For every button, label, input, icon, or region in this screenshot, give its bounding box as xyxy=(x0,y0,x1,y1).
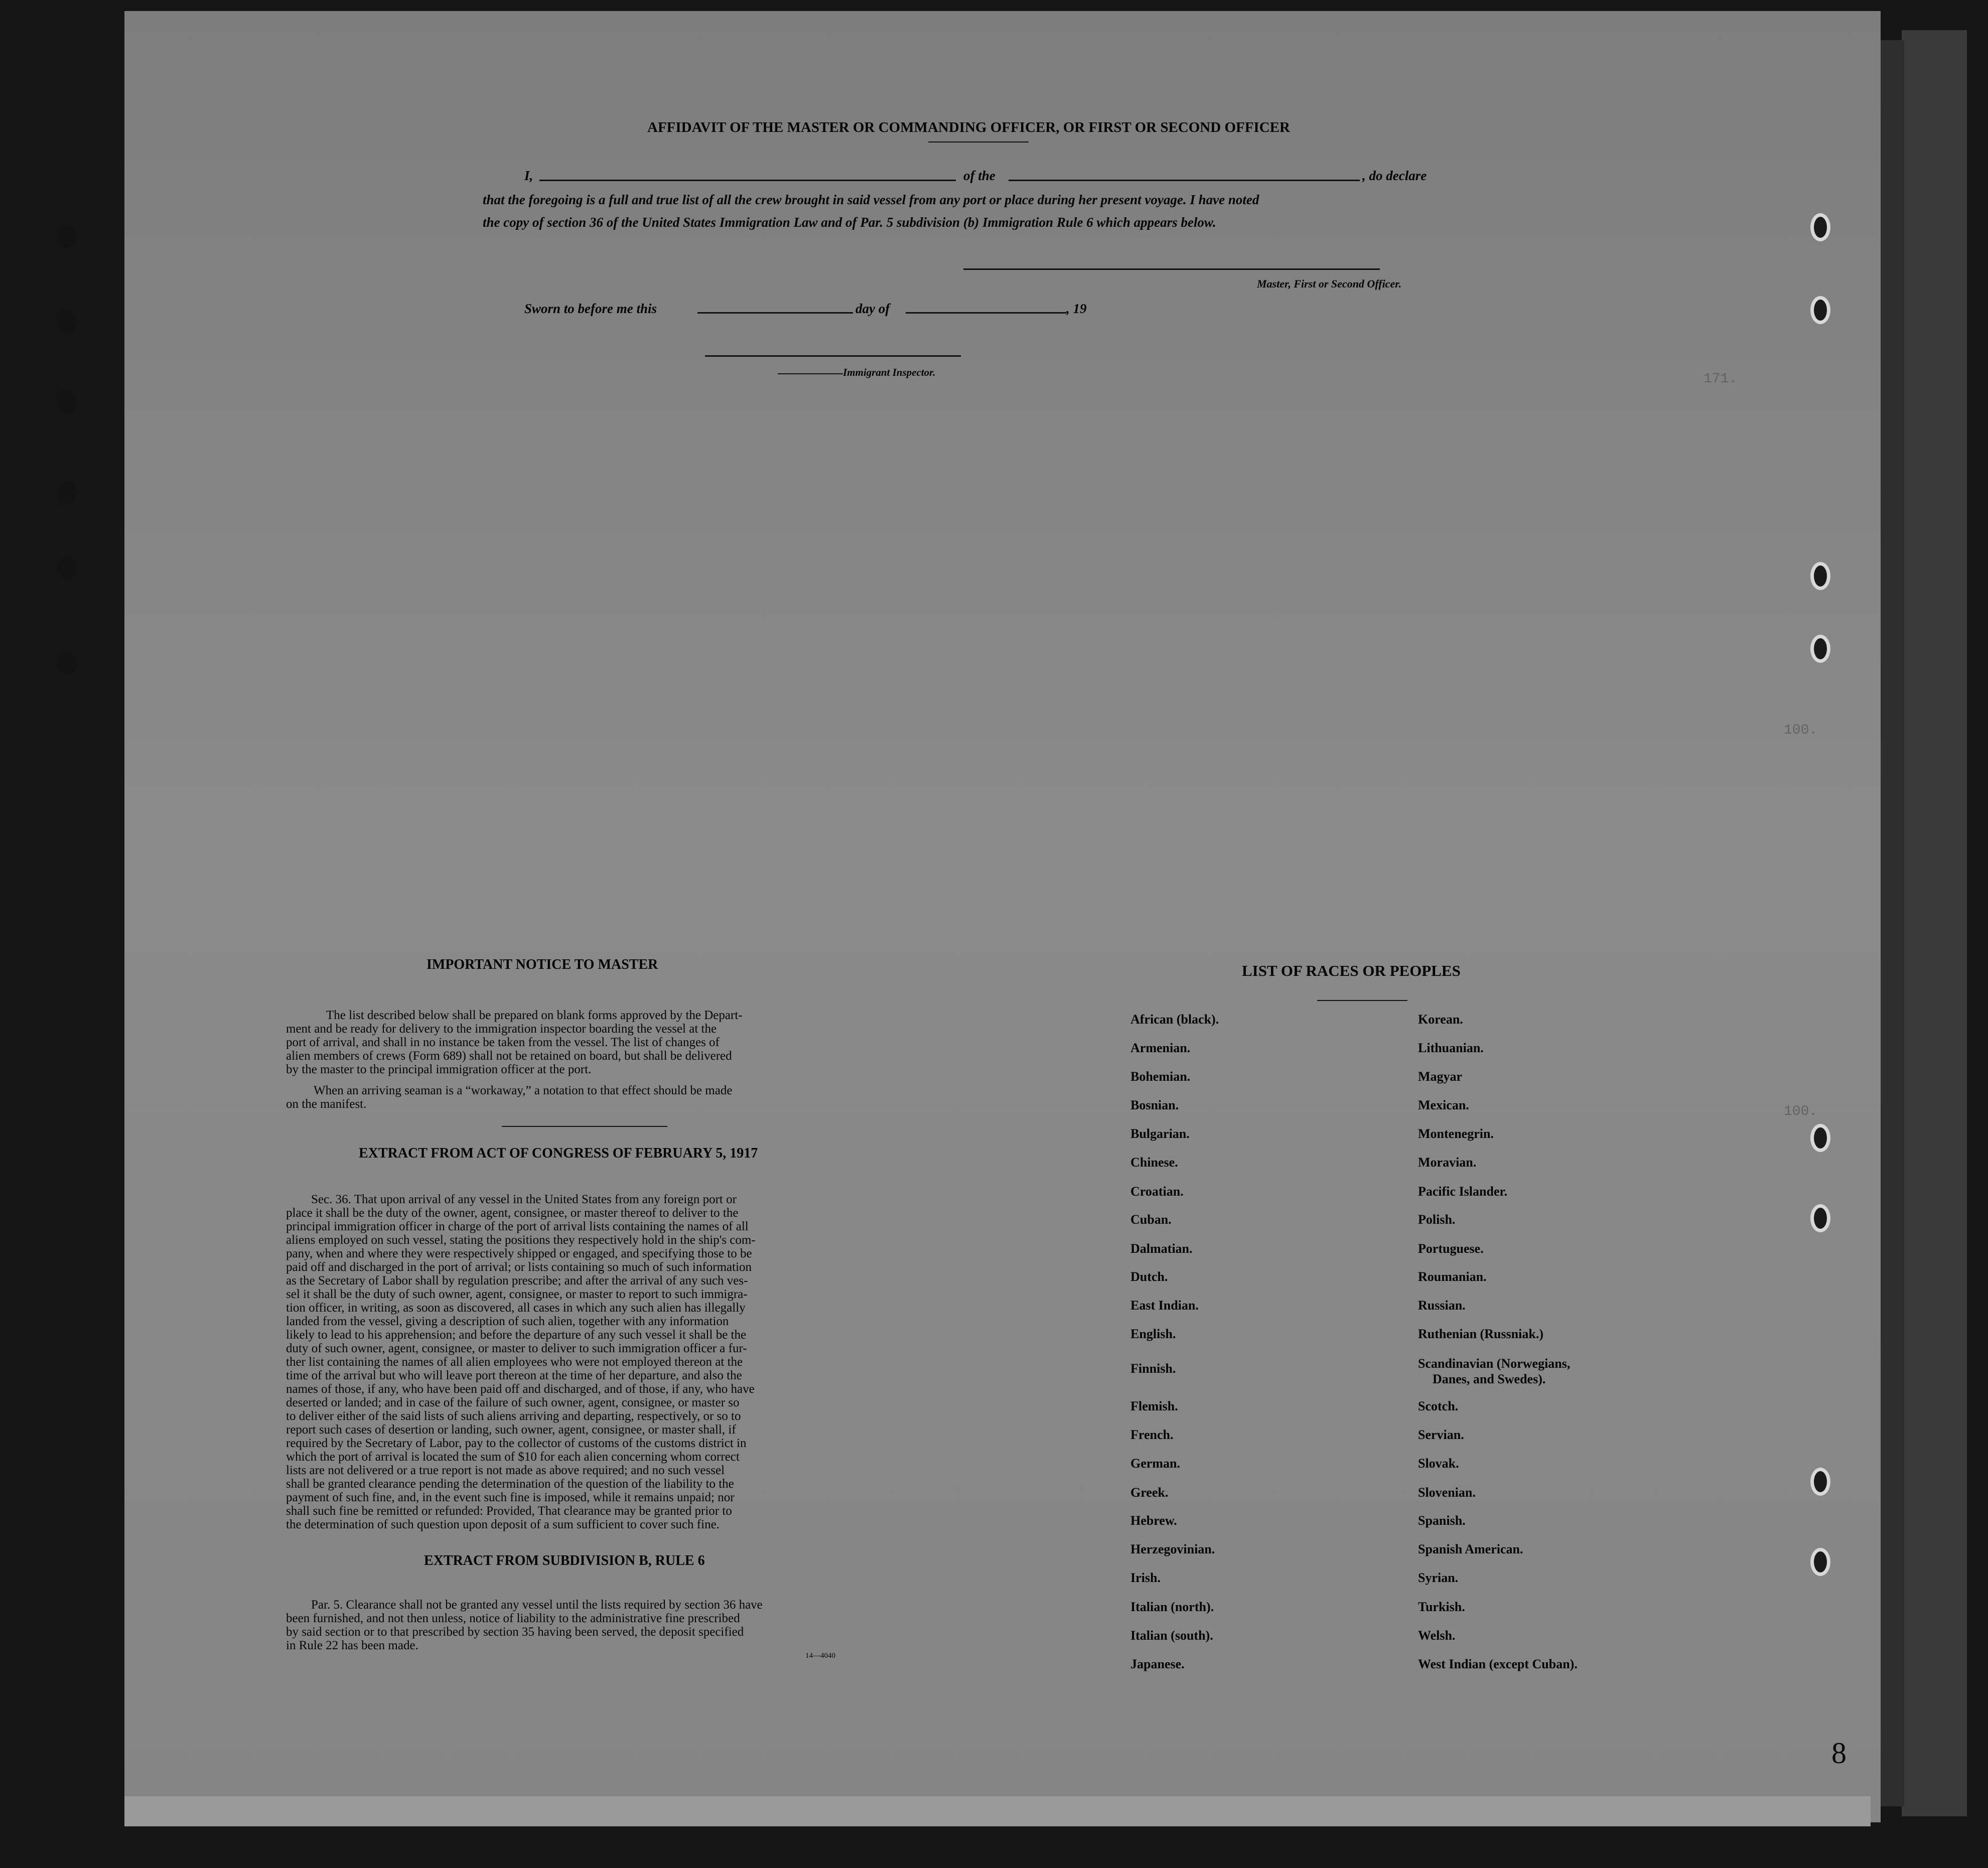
sworn-month-blank[interactable] xyxy=(906,312,1066,314)
race-item: Syrian. xyxy=(1418,1570,1459,1585)
year-label: , 19 xyxy=(1066,301,1087,316)
race-item: African (black). xyxy=(1130,1012,1219,1027)
bottom-sheet-strip xyxy=(124,1796,1871,1826)
notice-paragraph-1 xyxy=(286,1009,863,1076)
act-line: paid off and discharged in the port of arrival; or lists containing so much of such information xyxy=(286,1260,752,1274)
race-item: German. xyxy=(1130,1456,1180,1471)
act-line: lists are not delivered or a true report is not made as above required; and no such vessel xyxy=(286,1464,725,1477)
act-line: shall such fine be remitted or refunded: Provided, That clearance may be granted prior to xyxy=(286,1504,732,1518)
act-line: report such cases of desertion or landing, such owner, agent, consignee, or master shall, if xyxy=(286,1423,736,1436)
act-line: sel it shall be the duty of such owner, agent, consignee, or master to report to such immigra- xyxy=(286,1287,748,1301)
binder-ring xyxy=(1810,1204,1830,1232)
act-line: Sec. 36. That upon arrival of any vessel in the United States from any foreign port or xyxy=(311,1193,737,1206)
race-item: Lithuanian. xyxy=(1418,1041,1484,1055)
race-item: Pacific Islander. xyxy=(1418,1184,1508,1199)
race-item: Flemish. xyxy=(1130,1399,1178,1413)
race-item: Cuban. xyxy=(1130,1212,1172,1227)
notice-line: The list described below shall be prepared on blank forms approved by the Depart- xyxy=(326,1009,743,1022)
notice-paragraph-2 xyxy=(286,1084,863,1111)
binder-ring xyxy=(1810,1468,1830,1496)
race-item: Roumanian. xyxy=(1418,1269,1487,1284)
affidavit-i-label: I, xyxy=(524,168,533,183)
bleed-row-number: 171. xyxy=(1703,371,1738,387)
punch-hole xyxy=(58,557,77,579)
race-item: Scotch. xyxy=(1418,1399,1459,1413)
notice-line: on the manifest. xyxy=(286,1097,367,1111)
inspector-lead-rule xyxy=(778,373,843,374)
race-item: Welsh. xyxy=(1418,1628,1456,1643)
act-line: required by the Secretary of Labor, pay to the collector of customs of the customs district in xyxy=(286,1436,747,1450)
race-item: Greek. xyxy=(1130,1485,1169,1500)
race-continuation: Danes, and Swedes). xyxy=(1433,1372,1546,1386)
race-item: Italian (north). xyxy=(1130,1600,1214,1614)
section-divider xyxy=(502,1126,667,1127)
race-item: Dalmatian. xyxy=(1130,1241,1193,1256)
punch-hole xyxy=(58,652,77,674)
race-item: East Indian. xyxy=(1130,1298,1199,1313)
notice-title: IMPORTANT NOTICE TO MASTER xyxy=(427,957,658,972)
race-item: Japanese. xyxy=(1130,1657,1185,1671)
act-line: aliens employed on such vessel, stating the positions they respectively hold in the ship's com- xyxy=(286,1233,756,1247)
bleed-row-number: 100. xyxy=(1784,723,1818,738)
rule-line: in Rule 22 has been made. xyxy=(286,1639,418,1652)
race-item: Armenian. xyxy=(1130,1041,1191,1055)
race-item: Dutch. xyxy=(1130,1269,1168,1284)
punch-hole xyxy=(58,482,77,504)
act-line: time of the arrival but who will leave port thereon at the time of her departure, and also the xyxy=(286,1369,742,1382)
sworn-label: Sworn to before me this xyxy=(524,301,657,316)
race-item: Moravian. xyxy=(1418,1155,1477,1170)
binder-ring xyxy=(1810,1548,1830,1576)
binder-ring xyxy=(1810,296,1830,324)
extract-act-title: EXTRACT FROM ACT OF CONGRESS OF FEBRUARY 5, 1917 xyxy=(359,1145,758,1161)
race-item: Portuguese. xyxy=(1418,1241,1484,1256)
act-line: place it shall be the duty of the owner, agent, consignee, or master thereof to deliver to the xyxy=(286,1206,739,1220)
act-line: the determination of such question upon deposit of a sum sufficient to cover such fine. xyxy=(286,1518,720,1531)
race-item: Polish. xyxy=(1418,1212,1456,1227)
act-line: principal immigration officer in charge of the port of arrival lists containing the names of all xyxy=(286,1220,749,1233)
race-item: Ruthenian (Russniak.) xyxy=(1418,1327,1543,1341)
race-item: Slovak. xyxy=(1418,1456,1459,1471)
title-rule xyxy=(928,141,1029,142)
act-line: tion officer, in writing, as soon as discovered, all cases in which any such alien has illegally xyxy=(286,1301,746,1315)
act-line: as the Secretary of Labor shall by regulation prescribe; and after the arrival of any such ves- xyxy=(286,1274,748,1287)
extract-rule-text xyxy=(286,1598,863,1652)
affidavit-declare-label: , do declare xyxy=(1362,168,1427,183)
act-line: shall be granted clearance pending the determination of the question of the liability to the xyxy=(286,1477,734,1491)
act-line: payment of such fine, and, in the event such fine is imposed, while it remains unpaid; nor xyxy=(286,1491,735,1504)
race-item: Bohemian. xyxy=(1130,1069,1191,1084)
race-item: Mexican. xyxy=(1418,1098,1469,1112)
affidavit-line-3: the copy of section 36 of the United States Immigration Law and of Par. 5 subdivision (b) Immigration Rule 6 which appears below. xyxy=(483,215,1216,230)
binder-ring xyxy=(1810,213,1830,241)
act-line: ther list containing the names of all alien employees who were not employed thereon at the xyxy=(286,1355,743,1369)
race-item: Montenegrin. xyxy=(1418,1126,1494,1141)
rule-line: Par. 5. Clearance shall not be granted any vessel until the lists required by section 36 have xyxy=(311,1598,763,1612)
race-item: French. xyxy=(1130,1427,1174,1442)
name-blank[interactable] xyxy=(539,180,956,181)
day-of-label: day of xyxy=(856,301,890,316)
act-line: which the port of arrival is located the sum of $10 for each alien concerning whom correct xyxy=(286,1450,740,1464)
form-number: 14—4040 xyxy=(805,1652,835,1660)
punch-hole xyxy=(58,226,77,248)
rule-line: by said section or to that prescribed by section 35 having been served, the deposit specified xyxy=(286,1625,744,1639)
race-item: Servian. xyxy=(1418,1427,1464,1442)
race-item: Hebrew. xyxy=(1130,1513,1177,1528)
races-title-rule xyxy=(1317,1000,1407,1001)
race-item: Scandinavian (Norwegians, xyxy=(1418,1356,1571,1371)
race-item: Chinese. xyxy=(1130,1155,1178,1170)
act-line: names of those, if any, who have been paid off and discharged, and of those, if any, who have xyxy=(286,1382,755,1396)
binder-ring xyxy=(1810,1124,1830,1152)
race-item: Turkish. xyxy=(1418,1600,1465,1614)
affidavit-line-2: that the foregoing is a full and true list of all the crew brought in said vessel from any port or place during her present voyage. I have noted xyxy=(483,192,1259,207)
race-item: Russian. xyxy=(1418,1298,1466,1313)
affidavit-title: AFFIDAVIT OF THE MASTER OR COMMANDING OFFICER, OR FIRST OR SECOND OFFICER xyxy=(647,119,1290,135)
notice-line: When an arriving seaman is a “workaway,” a notation to that effect should be made xyxy=(314,1084,733,1097)
act-line: duty of such owner, agent, consignee, or master to deliver to such immigration officer a fur- xyxy=(286,1342,747,1355)
race-item: Bulgarian. xyxy=(1130,1126,1190,1141)
race-item: Herzegovinian. xyxy=(1130,1542,1215,1556)
act-line: landed from the vessel, giving a description of such alien, together with any information xyxy=(286,1315,729,1328)
sworn-day-blank[interactable] xyxy=(697,312,853,314)
extract-act-text xyxy=(286,1193,863,1531)
race-item: Irish. xyxy=(1130,1570,1161,1585)
vessel-blank[interactable] xyxy=(1009,180,1360,181)
notice-line: by the master to the principal immigration officer at the port. xyxy=(286,1063,592,1076)
rule-line: been furnished, and not then unless, notice of liability to the administrative fine prescribed xyxy=(286,1612,740,1625)
act-line: deserted or landed; and in case of the failure of such owner, agent, consignee, or master so xyxy=(286,1396,740,1409)
notice-line: alien members of crews (Form 689) shall not be retained on board, but shall be delivered xyxy=(286,1049,732,1063)
punch-hole xyxy=(58,391,77,413)
race-item: Korean. xyxy=(1418,1012,1463,1027)
margin-mark: 8 xyxy=(1831,1737,1847,1770)
races-title: LIST OF RACES OR PEOPLES xyxy=(1242,962,1461,979)
race-item: English. xyxy=(1130,1327,1176,1341)
act-line: to deliver either of the said lists of such aliens arriving and departing, respectively, or so to xyxy=(286,1409,741,1423)
paper-edge xyxy=(1902,30,1967,1816)
race-item: Italian (south). xyxy=(1130,1628,1213,1643)
act-line: likely to lead to his apprehension; and before the departure of any such vessel it shall be the xyxy=(286,1328,747,1342)
binder-ring xyxy=(1810,562,1830,590)
extract-rule-title: EXTRACT FROM SUBDIVISION B, RULE 6 xyxy=(424,1553,705,1568)
race-item: Croatian. xyxy=(1130,1184,1184,1199)
act-line: pany, when and where they were respectively shipped or engaged, and specifying those to be xyxy=(286,1247,752,1260)
notice-line: ment and be ready for delivery to the immigration inspector boarding the vessel at the xyxy=(286,1022,717,1036)
punch-hole xyxy=(58,311,77,333)
race-item: Slovenian. xyxy=(1418,1485,1476,1500)
bleed-row-number: 100. xyxy=(1784,1104,1818,1119)
race-item: West Indian (except Cuban). xyxy=(1418,1657,1578,1671)
race-item: Bosnian. xyxy=(1130,1098,1179,1112)
binder-ring xyxy=(1810,635,1830,663)
inspector-caption: Immigrant Inspector. xyxy=(843,366,936,378)
notice-line: port of arrival, and shall in no instance be taken from the vessel. The list of changes of xyxy=(286,1036,720,1049)
affidavit-of-the-label: of the xyxy=(963,168,996,183)
race-item: Spanish American. xyxy=(1418,1542,1523,1556)
signature-caption: Master, First or Second Officer. xyxy=(1257,277,1402,290)
race-item: Magyar xyxy=(1418,1069,1463,1084)
document-page xyxy=(124,11,1881,1822)
race-item: Spanish. xyxy=(1418,1513,1466,1528)
officer-signature-line[interactable] xyxy=(963,268,1380,270)
inspector-signature-line[interactable] xyxy=(705,355,961,357)
race-item: Finnish. xyxy=(1130,1361,1176,1376)
